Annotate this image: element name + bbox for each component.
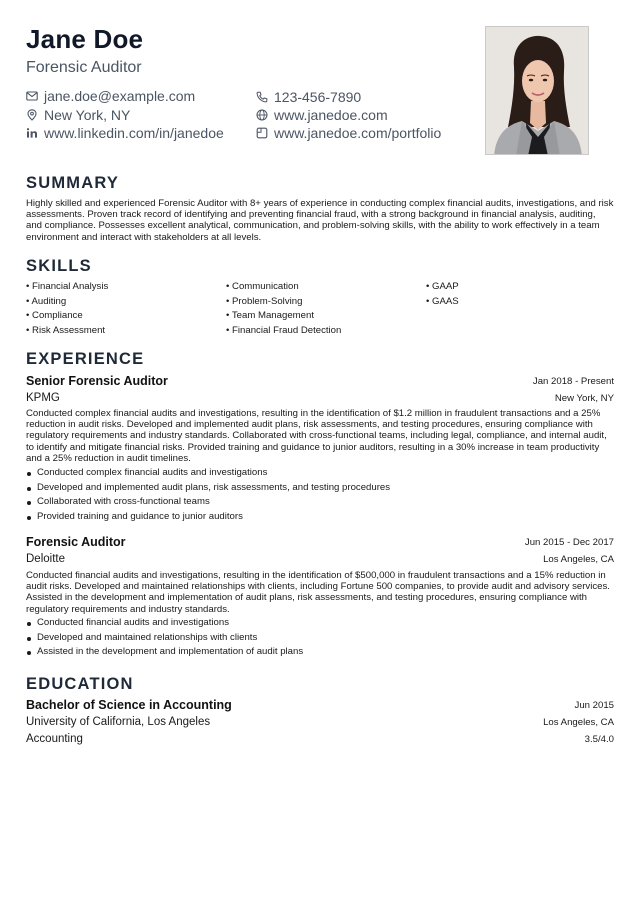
candidate-name: Jane Doe [26,24,144,54]
job-dates: Jun 2015 - Dec 2017 [524,537,614,548]
contact-phone[interactable] [256,89,361,105]
list-item: Conducted financial audits and investigations [26,616,614,631]
major: Accounting [26,733,83,745]
job-title: Senior Forensic Auditor [26,374,168,388]
contact-location [26,107,130,123]
list-item: Developed and maintained relationships with clients [26,631,614,646]
location-pin-icon [26,109,38,121]
job-title: Forensic Auditor [26,535,126,549]
website-text: www.janedoe.com [274,107,388,123]
skills-column-3 [426,280,459,309]
skill-item: • Auditing [26,295,108,310]
skills-column-2 [226,280,341,338]
summary-heading: SUMMARY [26,174,120,192]
experience-heading: EXPERIENCE [26,350,145,368]
school-location: Los Angeles, CA [543,717,614,728]
linkedin-icon [26,127,38,139]
list-item: Conducted complex financial audits and investigations [26,466,614,481]
contact-website[interactable] [256,107,388,123]
skill-item: • Team Management [226,309,341,324]
portfolio-text: www.janedoe.com/portfolio [274,125,442,141]
job-description: Conducted complex financial audits and investigations, resulting in the identification of $1.2 million in fraudulent transactions and a 25% reduction in audit risks. Developed and implemented audit plans, risk assessments, and testing procedures, ensuring compliance with regulatory requirements and industry standards. Collaborated with cross-functional teams, including legal, compliance, and internal audit, to identify and mitigate financial risks. Provided training and guidance to junior auditors, resulting in a 30% increase in team productivity and a 25% reduction in audit timelines. [26,408,607,464]
summary-text: Highly skilled and experienced Forensic Auditor with 8+ years of experience in conducting complex financial audits, investigations, and risk assessments. Proven track record of identifying and preventing financial fraud, with a strong background in financial analysis, auditing, and compliance. Possesses excellent analytical, communication, and problem-solving skills, with the ability to work effectively in a team environment and interact with stakeholders at all levels. [26,198,614,243]
job-bullets [26,466,614,524]
education-date: Jun 2015 [574,700,614,711]
job-bullets [26,616,614,660]
job-description: Conducted financial audits and investigations, resulting in the identification of $500,000 in fraudulent transactions and a 15% reduction in audit risks. Developed and maintained relationships with clients, including Fortune 500 companies, to provide audit and advisory services. Assisted in the development and implementation of audit plans, risk assessments, and testing procedures, ensuring compliance with regulatory requirements and industry standards. [26,570,610,615]
contact-email[interactable] [26,88,195,104]
linkedin-text: www.linkedin.com/in/janedoe [44,125,224,141]
list-item: Provided training and guidance to junior auditors [26,510,614,525]
degree-title: Bachelor of Science in Accounting [26,698,232,712]
profile-photo [485,26,589,155]
skill-item: • GAAS [426,295,459,310]
skill-item: • Problem-Solving [226,295,341,310]
gpa: 3.5/4.0 [584,734,614,745]
skills-heading: SKILLS [26,257,92,275]
job-location: Los Angeles, CA [543,554,614,565]
skill-item: • Compliance [26,309,108,324]
location-text: New York, NY [44,107,131,123]
skill-item: • Financial Fraud Detection [226,324,341,339]
list-item: Developed and implemented audit plans, risk assessments, and testing procedures [26,481,614,496]
education-heading: EDUCATION [26,675,134,693]
mail-icon [26,90,38,102]
skill-item: • GAAP [426,280,459,295]
school-name: University of California, Los Angeles [26,716,211,728]
contact-portfolio[interactable] [256,125,441,141]
job-dates: Jan 2018 - Present [532,376,614,387]
phone-icon [256,91,268,103]
globe-icon [256,109,268,121]
candidate-title: Forensic Auditor [26,59,142,76]
job-company: Deloitte [26,553,65,565]
skills-column-1 [26,280,108,338]
job-location: New York, NY [554,393,614,404]
list-item: Assisted in the development and implementation of audit plans [26,645,614,660]
email-text: jane.doe@example.com [44,88,196,104]
job-company: KPMG [26,392,60,404]
list-item: Collaborated with cross-functional teams [26,495,614,510]
skill-item: • Communication [226,280,341,295]
skill-item: • Financial Analysis [26,280,108,295]
contact-linkedin[interactable] [26,125,224,141]
portfolio-icon [256,127,268,139]
phone-text: 123-456-7890 [274,89,362,105]
skill-item: • Risk Assessment [26,324,108,339]
